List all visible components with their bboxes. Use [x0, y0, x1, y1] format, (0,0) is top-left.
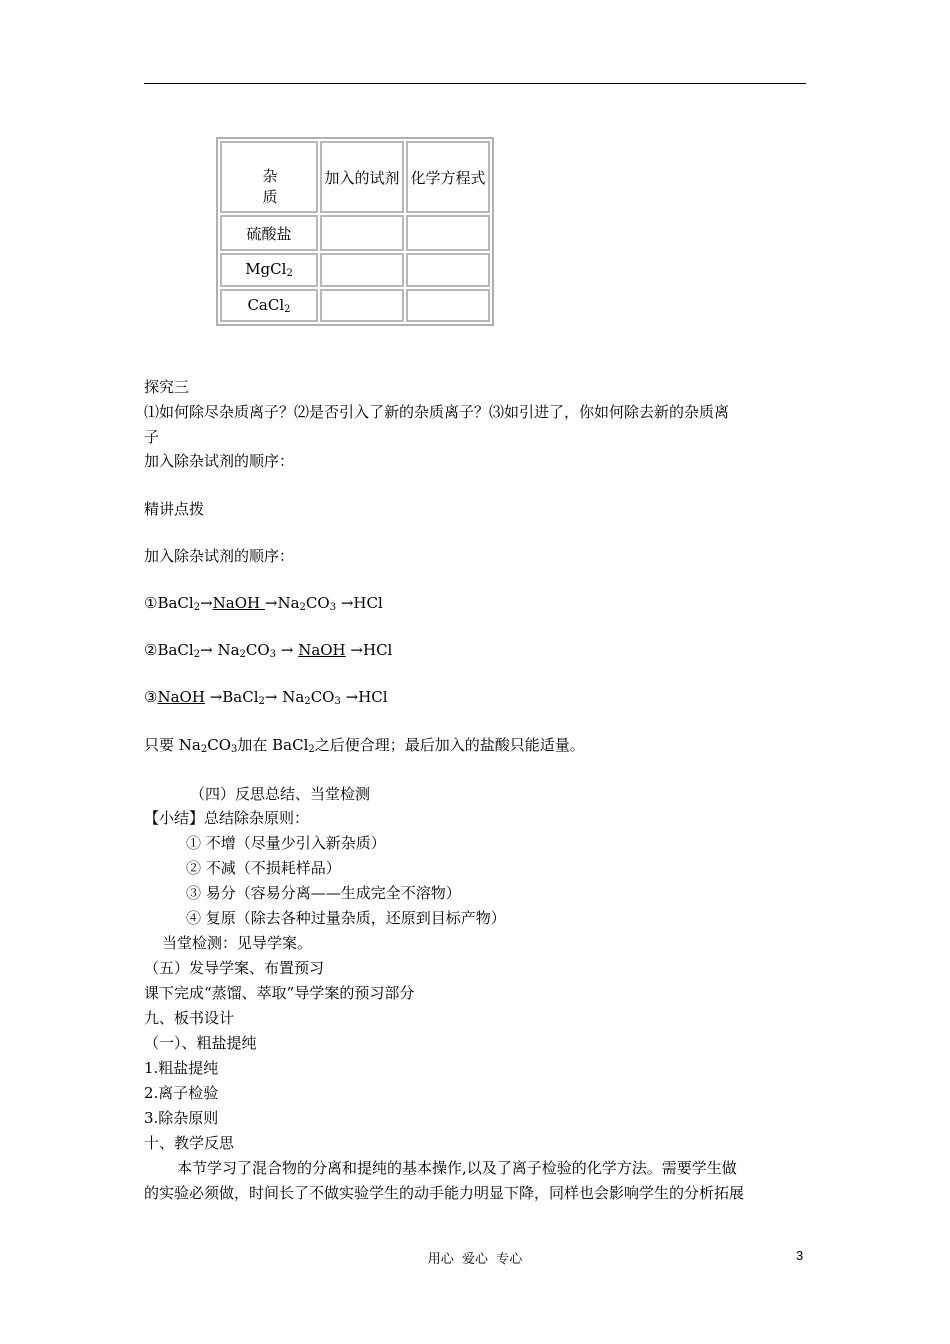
question-text-cont: 子 — [144, 428, 160, 446]
cell-equation — [406, 289, 490, 322]
summary-heading: 【小结】总结除杂原则： — [144, 809, 310, 827]
page-number: 3 — [796, 1248, 804, 1263]
row-label: CaCl$_2$ — [220, 289, 318, 322]
row-label: MgCl$_2$ — [220, 253, 318, 286]
header-reagent: 加入的试剂 — [320, 141, 404, 213]
board-item: 2.离子检验 — [144, 1084, 219, 1102]
board-item: 3.除杂原则 — [144, 1109, 219, 1127]
rule-1: ① 不增（尽量少引入新杂质） — [186, 834, 386, 852]
reflection-heading: 十、教学反思 — [144, 1134, 235, 1152]
rule-4: ④ 复原（除去各种过量杂质，还原到目标产物） — [186, 909, 506, 927]
board-heading: 九、板书设计 — [144, 1009, 235, 1027]
rule-3: ③ 易分（容易分离——生成完全不溶物） — [186, 884, 461, 902]
cell-reagent — [320, 289, 404, 322]
question-text: ⑴如何除尽杂质离子？⑵是否引入了新的杂质离子？⑶如引进了，你如何除去新的杂质离 — [144, 403, 730, 421]
order-label: 加入除杂试剂的顺序： — [144, 452, 295, 470]
heading-explore: 探究三 — [144, 378, 190, 396]
cell-reagent — [320, 253, 404, 286]
heading-jingjiang: 精讲点拨 — [144, 500, 205, 518]
header-rule — [144, 83, 806, 84]
sequence-3: ③NaOH →BaCl$_2$→ $Na_2CO_3 \to HCl$ — [144, 688, 388, 707]
cell-equation — [406, 215, 490, 251]
sequence-2: ②BaCl$_2$→ $Na_2CO_3$ → NaOH →HCl — [144, 641, 393, 660]
header-equation: 化学方程式 — [406, 141, 490, 213]
reflection-paragraph: 本节学习了混合物的分离和提纯的基本操作,以及了离子检验的化学方法。需要学生做 — [177, 1159, 737, 1177]
order-note: 只要 $Na_2CO_3$加在 BaCl$_2$之后便合理；最后加入的盐酸只能适量。 — [144, 736, 585, 755]
section-five: （五）发导学案、布置预习 — [144, 959, 325, 977]
sequence-1: ①BaCl$_2$→NaOH $\to Na_2CO_3 \to HCl$ — [144, 594, 383, 613]
class-test: 当堂检测：见导学案。 — [162, 934, 313, 952]
cell-reagent — [320, 215, 404, 251]
order-label-2: 加入除杂试剂的顺序： — [144, 547, 295, 565]
board-item: （一）、粗盐提纯 — [144, 1034, 257, 1052]
reflection-paragraph-cont: 的实验必须做，时间长了不做实验学生的动手能力明显下降，同样也会影响学生的分析拓展 — [144, 1184, 745, 1202]
footer-slogan: 用心 爱心 专心 — [427, 1252, 523, 1267]
header-impurity: 杂 质 — [220, 141, 318, 213]
rule-2: ② 不减（不损耗样品） — [186, 859, 341, 877]
impurity-table — [216, 137, 494, 326]
cell-equation — [406, 253, 490, 286]
board-item: 1.粗盐提纯 — [144, 1059, 219, 1077]
row-label: 硫酸盐 — [220, 215, 318, 251]
section-four: （四）反思总结、当堂检测 — [190, 785, 371, 803]
homework: 课下完成“蒸馏、萃取”导学案的预习部分 — [144, 984, 415, 1002]
